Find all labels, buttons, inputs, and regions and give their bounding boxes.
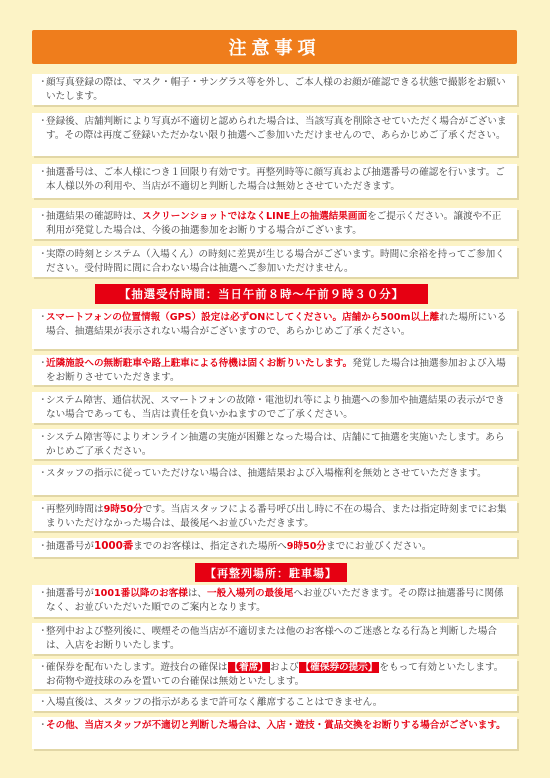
notice-text: および — [269, 662, 299, 673]
notice-text: 整列中および整列後に、喫煙その他当店が不適切または他のお客様へのご迷惑となる行為と判断した場合は、入店をお断りいたします。 — [46, 626, 497, 651]
notice-item-staff-instructions — [32, 465, 517, 495]
highlight-text: 近隣施設への無断駐車や路上駐車による待機は固くお断りいたします。 — [46, 358, 353, 369]
notice-text: 抽選番号は、ご本人様につき１回限り有効です。再整列時等に顔写真および抽選番号の確認を行います。ご本人様以外の利用や、当店が不適切と判断した場合は無効とさせていただきます。 — [46, 167, 505, 192]
notice-text: 実際の時刻とシステム（入場くん）の時刻に差異が生じる場合がございます。時間に余裕を持ってご参加ください。受付時間に間に合わない場合は抽選へご参加いただけません。 — [46, 249, 505, 274]
highlight-text: 一般入場列の最後尾 — [207, 588, 294, 599]
bullet: ・ — [38, 432, 48, 443]
highlight-text: スマートフォンの位置情報（GPS）設定は必ずONにしてください。店舗から500m以上離 — [46, 312, 440, 323]
notice-text: をもって有効といたします。お荷物や遊技球のみを置いての台確保は無効といたします。 — [46, 662, 504, 687]
bullet: ・ — [38, 358, 48, 369]
notice-text: 入場直後は、スタッフの指示があるまで許可なく離席することはできません。 — [46, 697, 383, 708]
notice-item-realign-time — [32, 501, 517, 531]
notice-text: 抽選結果の確認時は、 — [46, 211, 142, 222]
bullet: ・ — [38, 720, 48, 731]
notice-item-system-failure — [32, 392, 517, 423]
bullet: ・ — [38, 167, 48, 178]
notice-text: までのお客様は、指定された場所へ — [133, 541, 287, 552]
notice-text: 発覚した場合は抽選参加および入場をお断りさせていただきます。 — [46, 358, 506, 383]
ticket-tag: 【確保券の提示】 — [300, 662, 378, 673]
notice-item-result-check — [32, 208, 517, 239]
notice-text: 確保券を配布いたします。遊技台の確保は — [46, 662, 228, 673]
bullet: ・ — [38, 395, 48, 406]
bullet: ・ — [38, 626, 48, 637]
notice-item-number-1001 — [32, 585, 517, 617]
notice-item-face-photo — [32, 74, 517, 105]
bullet: ・ — [38, 504, 48, 515]
notice-item-time-difference — [32, 246, 517, 277]
notice-text: 登録後、店舗判断により写真が不適切と認められた場合は、当該写真を削除させていただく場合がございます。その際は再度ご登録いただかない限り抽選へご参加いただけませんので、あらかじめご了承ください。 — [46, 116, 507, 141]
notice-text: は、 — [187, 588, 208, 599]
notice-item-parking — [32, 355, 517, 385]
bullet: ・ — [38, 249, 48, 260]
notice-item-number-1000 — [32, 538, 517, 557]
notice-item-smoking — [32, 623, 517, 654]
notice-item-refusal — [32, 717, 517, 749]
notice-text: れた場所にいる場合、抽選結果が表示されない場合がございますので、あらかじめご了承ください。 — [46, 312, 507, 337]
notice-item-photo-removal — [32, 113, 517, 156]
bullet: ・ — [38, 468, 48, 479]
notice-text: へお並びいただきます。その際は抽選番号に関係なく、お並びいただいた順でのご案内となります。 — [46, 588, 504, 613]
notice-item-reservation-ticket — [32, 659, 517, 689]
notice-item-leave-seat — [32, 694, 517, 711]
notice-text: スタッフの指示に従っていただけない場合は、抽選結果および入場権利を無効とさせていただきます。 — [46, 468, 487, 479]
highlight-text: 9時50分 — [286, 541, 326, 552]
notice-text: 抽選番号が — [46, 588, 94, 599]
highlight-text: 9時50分 — [103, 504, 143, 515]
notice-text: システム障害、通信状況、スマートフォンの故障・電池切れ等により抽選への参加や抽選結果の表示ができない場合であっても、当店は責任を負いかねますのでご了承ください。 — [46, 395, 505, 420]
bullet: ・ — [38, 697, 48, 708]
notice-text: システム障害等によりオンライン抽選の実施が困難となった場合は、店舗にて抽選を実施いたします。あらかじめご了承ください。 — [46, 432, 505, 457]
notice-item-gps — [32, 309, 517, 349]
bullet: ・ — [38, 116, 48, 127]
notice-text: 再整列時間は — [46, 504, 104, 515]
bullet: ・ — [38, 211, 48, 222]
highlight-text: 1000番 — [93, 540, 134, 552]
highlight-text: 1001番以降のお客様 — [93, 588, 188, 599]
notice-text: です。当店スタッフによる番号呼び出し時に不在の場合、または指定時刻までにお集まりいただけなかった場合は、最後尾へお並びいただきます。 — [46, 504, 507, 529]
notice-text: 抽選番号が — [46, 541, 94, 552]
highlight-text: スクリーンショットではなくLINE上の抽選結果画面 — [141, 211, 368, 222]
notice-text: 顔写真登録の際は、マスク・帽子・サングラス等を外し、ご本人様のお顔が確認できる状態で撮影をお願いいたします。 — [46, 77, 506, 102]
bullet: ・ — [38, 312, 48, 323]
notice-text: をご提示ください。譲渡や不正利用が発覚した場合は、今後の抽選参加をお断りする場合がございます。 — [46, 211, 502, 236]
bullet: ・ — [38, 77, 48, 88]
notice-text: までにお並びください。 — [326, 541, 432, 552]
highlight-text: その他、当店スタッフが不適切と判断した場合は、入店・遊技・賞品交換をお断りする場合がございます。 — [46, 720, 506, 731]
bullet: ・ — [38, 541, 48, 552]
bullet: ・ — [38, 588, 48, 599]
seated-tag: 【着席】 — [229, 662, 268, 673]
section-header-realign-place: 【再整列場所：駐車場】 — [195, 563, 347, 582]
notice-item-lottery-number — [32, 164, 517, 198]
notice-item-offline-lottery — [32, 429, 517, 459]
bullet: ・ — [38, 662, 48, 673]
section-header-reception-time: 【抽選受付時間：当日午前８時〜午前９時３０分】 — [95, 284, 428, 304]
page-title: 注意事項 — [32, 30, 517, 64]
